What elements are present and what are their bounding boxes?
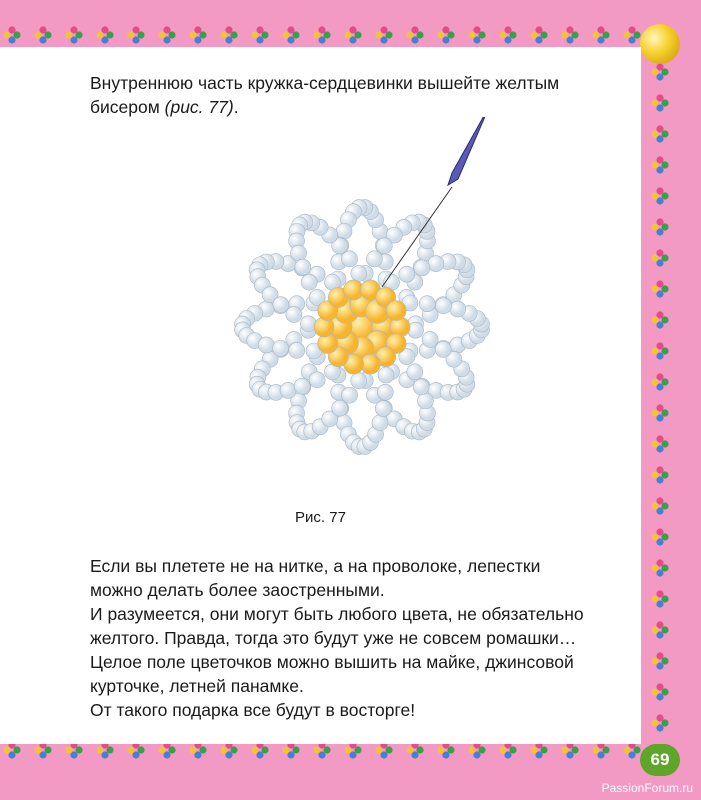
- petal-bead: [435, 341, 451, 357]
- border-bead: [65, 746, 72, 753]
- petal-bead: [294, 378, 310, 394]
- petal-bead: [351, 265, 367, 281]
- border-bead: [344, 746, 351, 753]
- border-bead: [592, 31, 599, 38]
- border-bead: [499, 746, 506, 753]
- petal-bead: [378, 367, 394, 383]
- border-bead: [651, 378, 658, 385]
- petal-bead: [342, 387, 358, 403]
- border-bead: [530, 746, 537, 753]
- figure-caption: Рис. 77: [295, 509, 346, 526]
- border-bead: [34, 746, 41, 753]
- border-bead: [437, 31, 444, 38]
- border-bead: [651, 626, 658, 633]
- watermark: PassionForum.ru: [601, 781, 693, 795]
- border-bead: [34, 31, 41, 38]
- petal-bead: [414, 260, 430, 276]
- border-bead: [96, 746, 103, 753]
- border-bead: [651, 688, 658, 695]
- intro-paragraph: [90, 71, 630, 119]
- petal-bead: [258, 337, 274, 353]
- petal-bead: [351, 373, 367, 389]
- border-bead: [127, 31, 134, 38]
- petal-bead: [435, 298, 451, 314]
- petal-bead: [332, 400, 348, 416]
- border-bead: [651, 223, 658, 230]
- body-line-5: Целое поле цветочков можно вышить на майке, джинсовой: [90, 652, 574, 672]
- petal-bead: [377, 384, 393, 400]
- intro-line-1: Внутреннюю часть кружка-сердцевинки вышейте желтым: [90, 73, 560, 93]
- border-bead: [651, 99, 658, 106]
- border-bead: [313, 31, 320, 38]
- petal-bead: [286, 307, 302, 323]
- page-number-badge: 69: [640, 744, 680, 776]
- border-bead: [158, 31, 165, 38]
- border-bead: [406, 31, 413, 38]
- petal-bead: [428, 256, 444, 272]
- petal-bead: [407, 364, 423, 380]
- petal-bead: [399, 266, 415, 282]
- border-bead: [158, 746, 165, 753]
- petal-bead: [450, 301, 466, 317]
- intro-line-2-suffix: .: [233, 97, 239, 117]
- petal-bead: [417, 393, 433, 409]
- border-bead: [651, 533, 658, 540]
- border-bead: [651, 409, 658, 416]
- border-bead: [651, 347, 658, 354]
- border-bead: [3, 31, 10, 38]
- border-bead: [65, 31, 72, 38]
- petal-bead: [295, 259, 311, 275]
- border-bead: [651, 595, 658, 602]
- border-bead: [623, 746, 630, 753]
- petal-bead: [273, 297, 289, 313]
- petal-bead: [336, 223, 352, 239]
- border-bead: [220, 746, 227, 753]
- petal-bead: [376, 238, 392, 254]
- border-bead: [468, 746, 475, 753]
- border-bead: [651, 316, 658, 323]
- body-line-2: можно делать более заостренными.: [90, 580, 385, 600]
- border-bead: [651, 285, 658, 292]
- petal-bead: [372, 415, 388, 431]
- border-bead: [651, 68, 658, 75]
- border-bead: [592, 746, 599, 753]
- body-line-3: И разумеется, они могут быть любого цвета, не обязательно: [90, 604, 584, 624]
- border-bead: [127, 746, 134, 753]
- border-bead: [651, 657, 658, 664]
- petal-bead: [309, 372, 325, 388]
- body-line-4: желтого. Правда, тогда это будут уже не совсем ромашки…: [90, 628, 577, 648]
- petal-bead: [422, 331, 438, 347]
- body-text: [90, 554, 630, 722]
- border-bead: [499, 31, 506, 38]
- petal-bead: [289, 342, 305, 358]
- border-bead: [189, 746, 196, 753]
- border-bead: [651, 502, 658, 509]
- border-bead: [651, 471, 658, 478]
- border-bead: [251, 746, 258, 753]
- petal-bead: [291, 245, 307, 261]
- border-bead: [651, 719, 658, 726]
- petal-bead: [342, 251, 358, 267]
- body-line-7: От такого подарка все будут в восторге!: [90, 700, 416, 720]
- petal-bead: [366, 251, 382, 267]
- beaded-daisy-illustration: [190, 117, 520, 507]
- border-bead: [623, 31, 630, 38]
- border-bead: [282, 746, 289, 753]
- border-bead: [651, 161, 658, 168]
- border-bead: [437, 746, 444, 753]
- border-bead: [375, 31, 382, 38]
- petal-bead: [419, 296, 435, 312]
- border-bead: [220, 31, 227, 38]
- page-content: [0, 47, 641, 744]
- needle-icon: [448, 117, 490, 185]
- body-line-6: курточке, летней панамке.: [90, 676, 304, 696]
- right-bead-border: [645, 60, 675, 740]
- border-bead: [651, 254, 658, 261]
- border-bead: [561, 31, 568, 38]
- petal-bead: [413, 379, 429, 395]
- top-bead-border: [0, 20, 641, 50]
- petal-bead: [375, 400, 391, 416]
- petal-bead: [301, 274, 317, 290]
- border-bead: [96, 31, 103, 38]
- border-bead: [651, 440, 658, 447]
- border-bead: [468, 31, 475, 38]
- petal-bead: [273, 340, 289, 356]
- center-bead: [386, 301, 406, 321]
- border-bead: [3, 746, 10, 753]
- border-bead: [561, 746, 568, 753]
- figure-reference: (рис. 77): [164, 97, 234, 117]
- border-bead: [251, 31, 258, 38]
- border-bead: [651, 130, 658, 137]
- border-bead: [344, 31, 351, 38]
- border-bead: [375, 746, 382, 753]
- border-bead: [282, 31, 289, 38]
- body-line-1: Если вы плетете не на нитке, а на проволоке, лепестки: [90, 556, 541, 576]
- border-bead: [651, 564, 658, 571]
- border-bead: [530, 31, 537, 38]
- gold-bead-icon: [640, 24, 680, 64]
- intro-line-2-prefix: бисером: [90, 97, 165, 117]
- border-bead: [313, 746, 320, 753]
- petal-bead: [280, 382, 296, 398]
- border-bead: [651, 192, 658, 199]
- border-bead: [406, 746, 413, 753]
- border-bead: [189, 31, 196, 38]
